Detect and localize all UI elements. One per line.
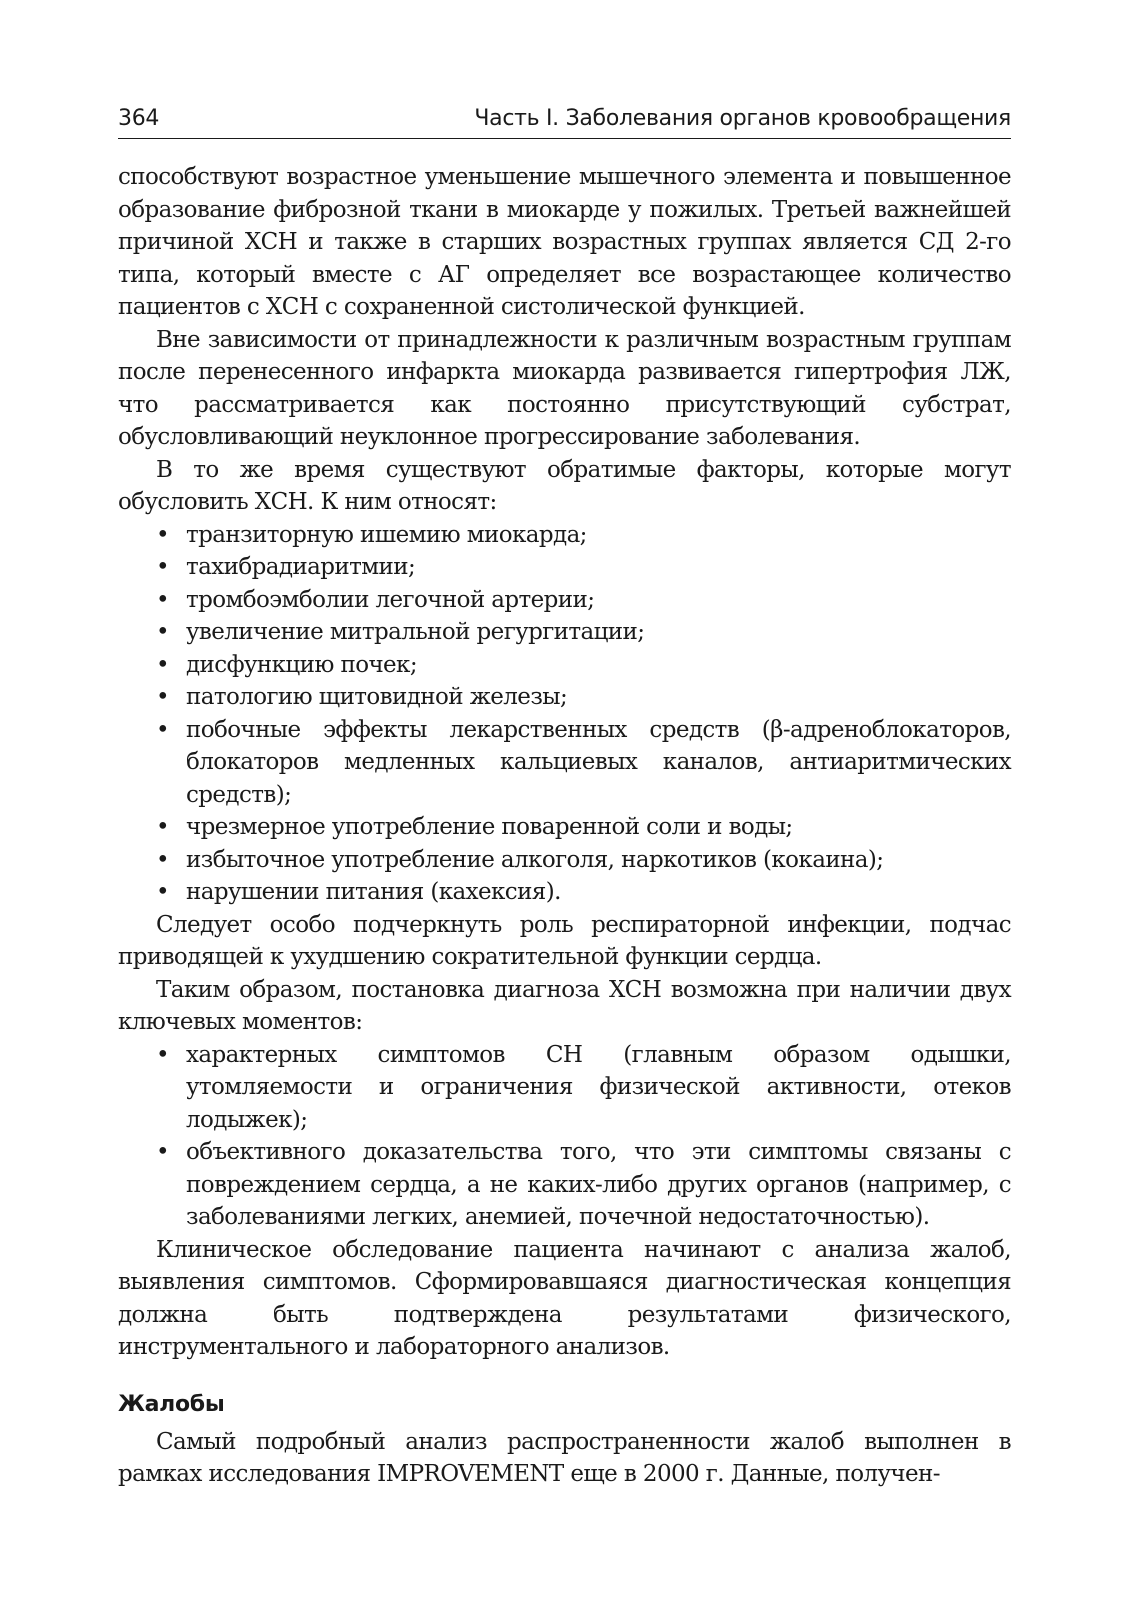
list-item-text: избыточное употребление алкоголя, наркотиков (кокаина); [186, 846, 884, 873]
list-item-text: транзиторную ишемию миокарда; [186, 521, 587, 548]
list-item [118, 649, 1011, 682]
list-item-text: патологию щитовидной железы; [186, 684, 568, 710]
list-item [118, 714, 1011, 812]
list-item [118, 1039, 1011, 1137]
paragraph: Таким образом, постановка диагноза ХСН возможна при наличии двух ключевых моментов: [118, 976, 1011, 1035]
list-item [118, 811, 1011, 844]
list-item-text: дисфункцию почек; [186, 651, 417, 678]
list-item-text: тромбоэмболии легочной артерии; [186, 586, 595, 613]
list-item [118, 551, 1011, 584]
paragraph: В то же время существуют обратимые факторы, которые могут обусловить ХСН. К ним относят: [118, 456, 1011, 515]
paragraph: Самый подробный анализ распространенности жалоб выполнен в рамках исследования IMPROVEMENT еще в 2000 г. Данные, получен- [118, 1428, 1011, 1487]
list-item [118, 844, 1011, 877]
reversible-factors-list [118, 519, 1011, 909]
list-item [118, 584, 1011, 617]
list-item [118, 616, 1011, 649]
page-number: 364 [118, 106, 160, 131]
bullet-icon: • [156, 814, 169, 840]
section-heading: Жалобы [118, 1391, 225, 1417]
running-title: Часть I. Заболевания органов кровообращения [474, 106, 1011, 131]
list-item-text: характерных симптомов СН (главным образом одышки, утомляемости и ограничения физической активности, отеков лодыжек); [186, 1041, 1011, 1133]
list-item-text: увеличение митральной регургитации; [186, 619, 645, 645]
book-page [118, 104, 1011, 1491]
list-item [118, 876, 1011, 909]
list-item [118, 681, 1011, 714]
key-points-list [118, 1039, 1011, 1234]
bullet-icon: • [156, 619, 169, 645]
bullet-icon: • [156, 521, 169, 548]
bullet-icon: • [156, 1139, 169, 1165]
list-item-text: чрезмерное употребление поваренной соли и воды; [186, 814, 793, 840]
body-text [118, 161, 1011, 1491]
running-header [118, 104, 1011, 139]
list-item-text: объективного доказательства того, что эти симптомы связаны с повреждением сердца, а не каких-либо других органов (например, с заболеваниями легких, анемией, почечной недостаточностью). [186, 1139, 1011, 1230]
paragraph: Следует особо подчеркнуть роль респираторной инфекции, подчас приводящей к ухудшению сократительной функции сердца. [118, 911, 1011, 970]
list-item-text: побочные эффекты лекарственных средств (β-адреноблокаторов, блокаторов медленных кальциевых каналов, антиаритмических средств); [186, 716, 1011, 808]
paragraph: Клиническое обследование пациента начинают с анализа жалоб, выявления симптомов. Сформировавшаяся диагностическая концепция должна быть подтверждена результатами физического, инструментального и лабораторного анализов. [118, 1236, 1011, 1360]
list-item-text: тахибрадиаритмии; [186, 554, 416, 580]
bullet-icon: • [156, 879, 169, 905]
paragraph: способствуют возрастное уменьшение мышечного элемента и повышенное образование фиброзной ткани в миокарде у пожилых. Третьей важнейшей причиной ХСН и также в старших возрастных группах является СД 2-го типа, который вместе с АГ определяет все возрастающее количество пациентов с ХСН с сохраненной систолической функцией. [118, 164, 1011, 320]
paragraph: Вне зависимости от принадлежности к различным возрастным группам после перенесенного инфаркта миокарда развивается гипертрофия ЛЖ, что рассматривается как постоянно присутствующий субстрат, обусловливающий неуклонное прогрессирование заболевания. [118, 326, 1011, 450]
list-item [118, 1136, 1011, 1234]
bullet-icon: • [156, 716, 169, 743]
list-item [118, 519, 1011, 552]
list-item-text: нарушении питания (кахексия). [186, 879, 561, 905]
bullet-icon: • [156, 554, 169, 580]
bullet-icon: • [156, 684, 169, 710]
bullet-icon: • [156, 846, 169, 873]
bullet-icon: • [156, 1041, 169, 1068]
bullet-icon: • [156, 651, 169, 678]
bullet-icon: • [156, 586, 169, 613]
